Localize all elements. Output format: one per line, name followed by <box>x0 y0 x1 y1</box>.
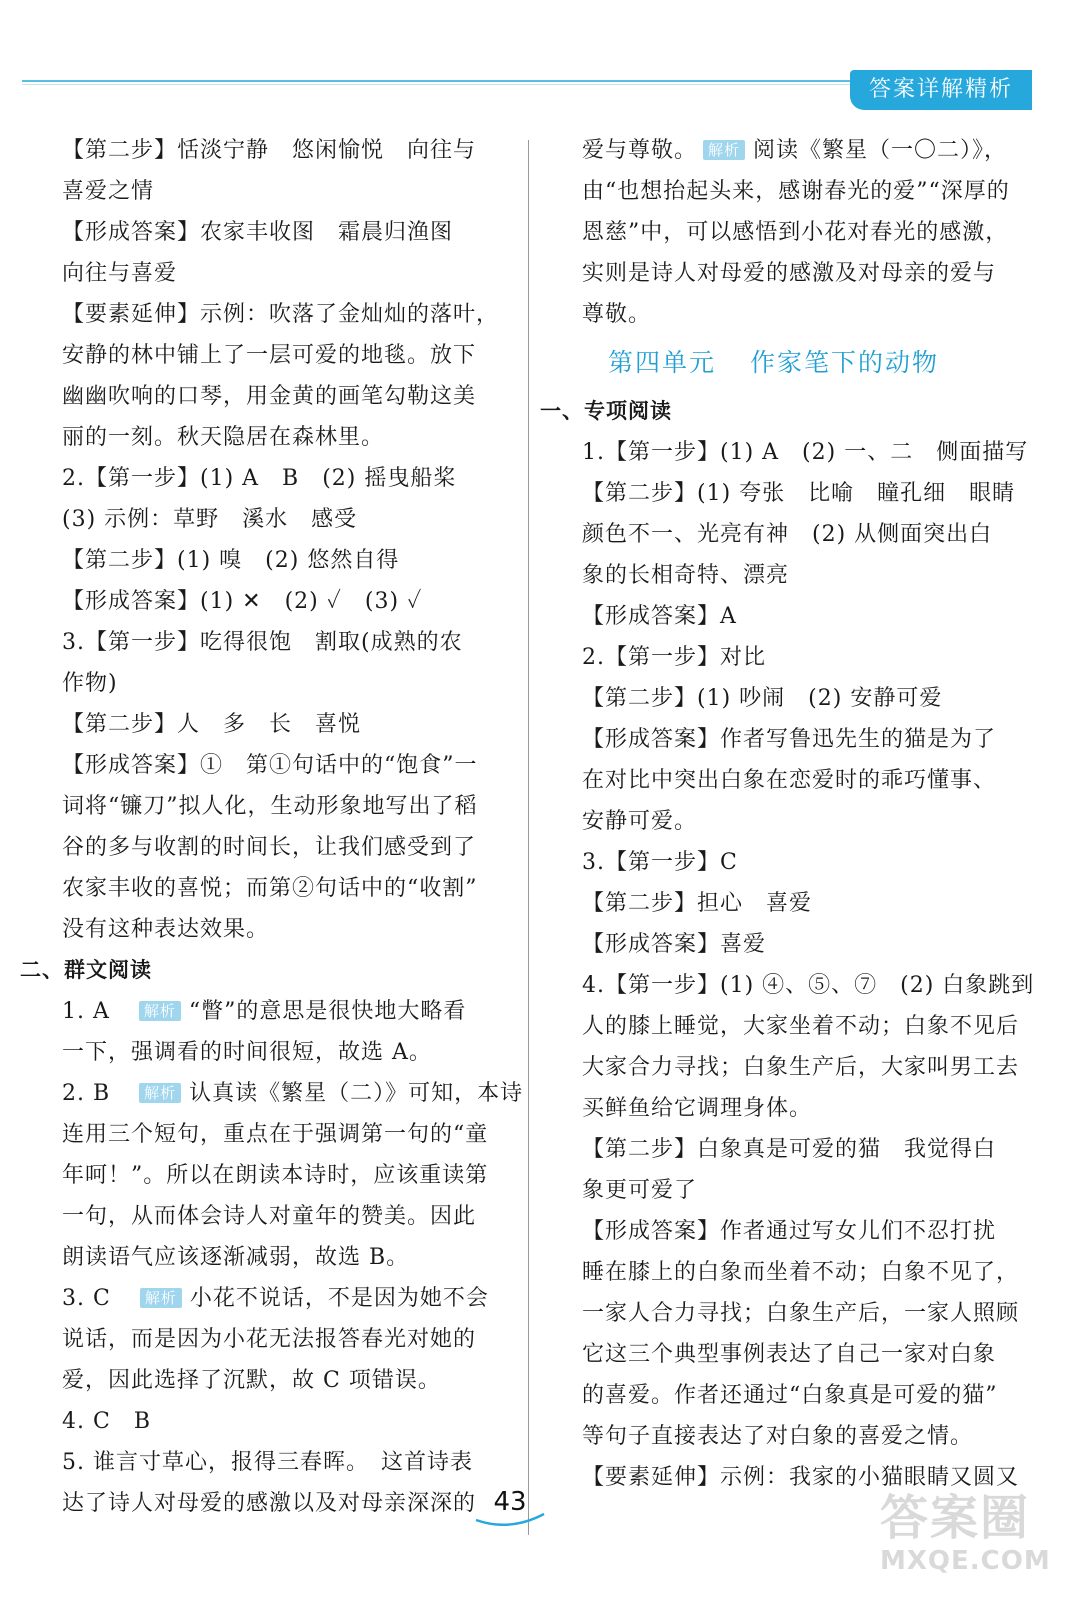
right-column-line: 实则是诗人对母爱的感激及对母亲的爱与 <box>582 261 997 286</box>
right-column-line: 4.【第一步】(1) ④、⑤、⑦ (2) 白象跳到 <box>582 973 1035 998</box>
right-column-line: 象的长相奇特、漂亮 <box>582 563 790 588</box>
right-column-line: 买鲜鱼给它调理身体。 <box>582 1096 813 1121</box>
right-column-line: 【第二步】担心 喜爱 <box>582 891 813 916</box>
right-column-line: 1.【第一步】(1) A (2) 一、二 侧面描写 <box>582 440 1029 465</box>
analysis-badge: 解析 <box>139 1083 181 1103</box>
left-column-line: 说话，而是因为小花无法报答春光对她的 <box>62 1327 477 1352</box>
left-column-line: 3. C 解析 小花不说话，不是因为她不会 <box>62 1286 489 1311</box>
left-column-line: 5. 谁言寸草心，报得三春晖。 这首诗表 <box>62 1450 473 1475</box>
section-heading: 一、专项阅读 <box>540 399 672 423</box>
watermark-url: MXQE.COM <box>880 1546 1051 1576</box>
right-column-line: 【第二步】白象真是可爱的猫 我觉得白 <box>582 1137 997 1162</box>
header-rule <box>22 80 872 82</box>
right-column-line: 爱与尊敬。 解析 阅读《繁星（一〇二）》， <box>582 138 1008 163</box>
left-column-line: 【第二步】人 多 长 喜悦 <box>62 712 362 737</box>
right-column-line: 【形成答案】作者通过写女儿们不忍打扰 <box>582 1219 997 1244</box>
header-rule-thin <box>22 84 872 85</box>
left-column-line: 【形成答案】① 第①句话中的“饱食”一 <box>62 753 478 778</box>
left-column-line: 2. B 解析 认真读《繁星（二）》可知，本诗 <box>62 1081 524 1106</box>
left-column-line: 向往与喜爱 <box>62 261 178 286</box>
right-column-line: 在对比中突出白象在恋爱时的乖巧懂事、 <box>582 768 997 793</box>
left-column-line: 作物) <box>62 671 118 696</box>
right-column <box>540 130 1035 1498</box>
left-column-line: 连用三个短句，重点在于强调第一句的“童 <box>62 1122 489 1147</box>
right-column-line: 【形成答案】作者写鲁迅先生的猫是为了 <box>582 727 997 752</box>
left-column-line: 农家丰收的喜悦；而第②句话中的“收割” <box>62 876 478 901</box>
right-column-line: 恩慈”中，可以感悟到小花对春光的感激， <box>582 220 1009 245</box>
right-column-line: 安静可爱。 <box>582 809 698 834</box>
right-column-line: 由“也想抬起头来，感谢春光的爱”“深厚的 <box>582 179 1010 204</box>
left-column-line: 没有这种表达效果。 <box>62 917 270 942</box>
left-column-line: 4. C B <box>62 1409 151 1434</box>
analysis-badge: 解析 <box>703 140 745 160</box>
right-column-line: 【形成答案】喜爱 <box>582 932 767 957</box>
right-column-line: 人的膝上睡觉，大家坐着不动；白象不见后 <box>582 1014 1020 1039</box>
left-column-line: 2.【第一步】(1) A B (2) 摇曳船桨 <box>62 466 457 491</box>
right-column-line: 【第二步】(1) 夸张 比喻 瞳孔细 眼睛 <box>582 481 1016 506</box>
left-column-line: 丽的一刻。秋天隐居在森林里。 <box>62 425 385 450</box>
unit-title: 第四单元 作家笔下的动物 <box>608 348 940 377</box>
left-column-line: 年呵！”。所以在朗读本诗时，应该重读第 <box>62 1163 489 1188</box>
left-column-line: 喜爱之情 <box>62 179 155 204</box>
left-column-line: 词将“镰刀”拟人化，生动形象地写出了稻 <box>62 794 478 819</box>
analysis-badge: 解析 <box>139 1001 181 1021</box>
right-column-line: 【形成答案】A <box>582 604 737 629</box>
left-column-line: 一句，从而体会诗人对童年的赞美。因此 <box>62 1204 477 1229</box>
left-column-line: 安静的林中铺上了一层可爱的地毯。放下 <box>62 343 477 368</box>
left-column-line: 谷的多与收割的时间长，让我们感受到了 <box>62 835 477 860</box>
left-column-line: 1. A 解析 “瞥”的意思是很快地大略看 <box>62 999 467 1024</box>
right-column-line: 2.【第一步】对比 <box>582 645 766 670</box>
page-number: 43 <box>493 1487 527 1517</box>
right-column-line: 一家人合力寻找；白象生产后，一家人照顾 <box>582 1301 1020 1326</box>
left-column-line: 【要素延伸】示例：吹落了金灿灿的落叶， <box>62 302 500 327</box>
left-column-line: 【形成答案】农家丰收图 霜晨归渔图 <box>62 220 454 245</box>
section-heading: 二、群文阅读 <box>20 958 152 982</box>
left-column-line: 爱，因此选择了沉默，故 C 项错误。 <box>62 1368 441 1393</box>
right-column-line: 它这三个典型事例表达了自己一家对白象 <box>582 1342 997 1367</box>
left-column-line: 3.【第一步】吃得很饱 割取(成熟的农 <box>62 630 463 655</box>
left-column-line: 【第二步】恬淡宁静 悠闲愉悦 向往与 <box>62 138 477 163</box>
right-column-line: 象更可爱了 <box>582 1178 698 1203</box>
right-column-line: 的喜爱。作者还通过“白象真是可爱的猫” <box>582 1383 998 1408</box>
right-column-line: 大家合力寻找；白象生产后，大家叫男工去 <box>582 1055 1020 1080</box>
right-column-line: 颜色不一、光亮有神 (2) 从侧面突出白 <box>582 522 993 547</box>
watermark <box>880 1490 1075 1590</box>
left-column-line: 【第二步】(1) 嗅 (2) 悠然自得 <box>62 548 400 573</box>
left-column-line: 幽幽吹响的口琴，用金黄的画笔勾勒这美 <box>62 384 477 409</box>
left-column-line: 一下，强调看的时间很短，故选 A。 <box>62 1040 432 1065</box>
watermark-logo: 答案圈 <box>880 1490 1031 1546</box>
right-column-line: 【要素延伸】示例：我家的小猫眼睛又圆又 <box>582 1465 1020 1490</box>
analysis-badge: 解析 <box>140 1288 182 1308</box>
left-column-line: (3) 示例：草野 溪水 感受 <box>62 507 358 532</box>
right-column-line: 尊敬。 <box>582 302 652 327</box>
right-column-line: 3.【第一步】C <box>582 850 738 875</box>
header-tab: 答案详解精析 <box>850 70 1032 110</box>
right-column-line: 等句子直接表达了对白象的喜爱之情。 <box>582 1424 974 1449</box>
left-column-line: 达了诗人对母爱的感激以及对母亲深深的 <box>62 1491 477 1516</box>
column-divider <box>528 140 529 1535</box>
left-column-line: 【形成答案】(1) ✕ (2) ✓ (3) ✓ <box>62 589 423 614</box>
left-column <box>20 130 524 1524</box>
right-column-line: 睡在膝上的白象而坐着不动；白象不见了， <box>582 1260 1020 1285</box>
left-column-line: 朗读语气应该逐渐减弱，故选 B。 <box>62 1245 410 1270</box>
right-column-line: 【第二步】(1) 吵闹 (2) 安静可爱 <box>582 686 943 711</box>
